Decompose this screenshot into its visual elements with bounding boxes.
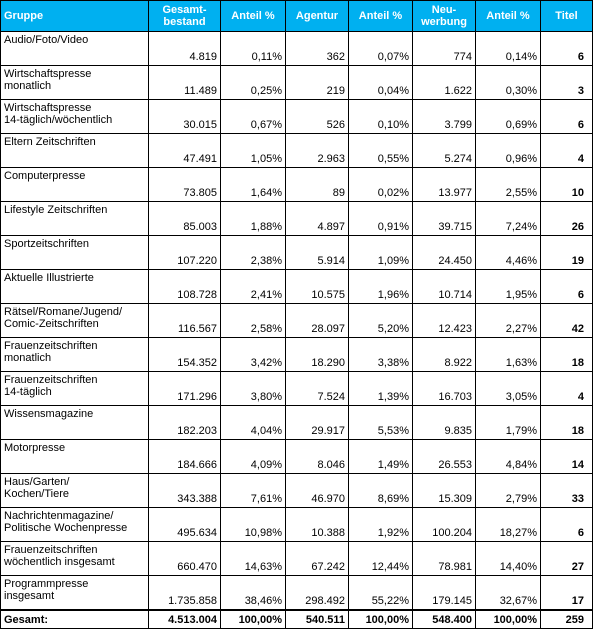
cell-gruppe	[1, 66, 149, 100]
total-agentur: 540.511	[286, 610, 349, 629]
cell-titel: 33	[541, 474, 593, 508]
cell-anteil-2: 1,49%	[349, 440, 413, 474]
cell-anteil-2: 3,38%	[349, 338, 413, 372]
cell-anteil-3: 1,63%	[476, 338, 541, 372]
cell-anteil-1: 38,46%	[221, 576, 286, 611]
table-row	[1, 542, 593, 576]
cell-anteil-3: 1,79%	[476, 406, 541, 440]
cell-gesamtbestand: 47.491	[149, 134, 221, 168]
cell-anteil-1: 1,64%	[221, 168, 286, 202]
cell-anteil-1: 0,11%	[221, 32, 286, 66]
gruppe-line1: Frauenzeitschriften	[4, 374, 98, 386]
cell-titel: 6	[541, 508, 593, 542]
cell-neuwerbung: 26.553	[413, 440, 476, 474]
table-row	[1, 236, 593, 270]
cell-neuwerbung: 3.799	[413, 100, 476, 134]
header-gesamtbestand	[149, 1, 221, 32]
gruppe-line1: Aktuelle Illustrierte	[4, 272, 94, 284]
table-row	[1, 168, 593, 202]
table-row	[1, 474, 593, 508]
table-row	[1, 134, 593, 168]
table-row	[1, 304, 593, 338]
cell-gruppe	[1, 270, 149, 304]
cell-titel: 18	[541, 406, 593, 440]
cell-anteil-1: 0,25%	[221, 66, 286, 100]
cell-gruppe	[1, 406, 149, 440]
table-footer	[1, 610, 593, 629]
gruppe-line2: monatlich	[4, 352, 52, 364]
cell-anteil-3: 4,46%	[476, 236, 541, 270]
cell-neuwerbung: 39.715	[413, 202, 476, 236]
cell-neuwerbung: 10.714	[413, 270, 476, 304]
cell-anteil-2: 1,39%	[349, 372, 413, 406]
cell-anteil-3: 0,96%	[476, 134, 541, 168]
cell-anteil-2: 55,22%	[349, 576, 413, 611]
gruppe-line2: Comic-Zeitschriften	[4, 318, 99, 330]
cell-anteil-3: 0,30%	[476, 66, 541, 100]
cell-neuwerbung: 16.703	[413, 372, 476, 406]
cell-anteil-2: 5,20%	[349, 304, 413, 338]
cell-gruppe	[1, 304, 149, 338]
header-gruppe-text: Gruppe	[4, 10, 44, 22]
cell-anteil-1: 0,67%	[221, 100, 286, 134]
cell-titel: 6	[541, 32, 593, 66]
gruppe-line1: Nachrichtenmagazine/	[4, 510, 114, 522]
cell-anteil-1: 2,41%	[221, 270, 286, 304]
total-anteil-3: 100,00%	[476, 610, 541, 629]
header-gesamtbestand-line1: Gesamt-	[162, 4, 207, 16]
cell-agentur: 2.963	[286, 134, 349, 168]
cell-anteil-3: 2,55%	[476, 168, 541, 202]
cell-titel: 18	[541, 338, 593, 372]
cell-neuwerbung: 8.922	[413, 338, 476, 372]
cell-anteil-2: 5,53%	[349, 406, 413, 440]
cell-agentur: 526	[286, 100, 349, 134]
cell-titel: 10	[541, 168, 593, 202]
cell-gruppe	[1, 168, 149, 202]
cell-neuwerbung: 9.835	[413, 406, 476, 440]
cell-gesamtbestand: 108.728	[149, 270, 221, 304]
cell-agentur: 362	[286, 32, 349, 66]
gruppe-line2: Kochen/Tiere	[4, 488, 70, 500]
cell-anteil-2: 0,55%	[349, 134, 413, 168]
cell-agentur: 219	[286, 66, 349, 100]
gruppe-line2: 14-täglich	[4, 386, 52, 398]
cell-gesamtbestand: 85.003	[149, 202, 221, 236]
cell-gesamtbestand: 73.805	[149, 168, 221, 202]
cell-titel: 4	[541, 372, 593, 406]
cell-gruppe	[1, 338, 149, 372]
table-header	[1, 1, 593, 32]
header-neuwerbung-line2: werbung	[421, 16, 467, 28]
cell-anteil-2: 12,44%	[349, 542, 413, 576]
cell-agentur: 18.290	[286, 338, 349, 372]
header-anteil-1-text: Anteil %	[231, 10, 275, 22]
cell-anteil-1: 2,38%	[221, 236, 286, 270]
cell-anteil-2: 0,07%	[349, 32, 413, 66]
cell-agentur: 10.575	[286, 270, 349, 304]
header-titel-text: Titel	[555, 10, 578, 22]
cell-gesamtbestand: 184.666	[149, 440, 221, 474]
total-anteil-1: 100,00%	[221, 610, 286, 629]
cell-anteil-1: 2,58%	[221, 304, 286, 338]
header-anteil-2-text: Anteil %	[358, 10, 403, 22]
cell-gruppe	[1, 372, 149, 406]
gruppe-line1: Haus/Garten/	[4, 476, 70, 488]
cell-titel: 6	[541, 270, 593, 304]
cell-agentur: 28.097	[286, 304, 349, 338]
header-neuwerbung-line1: Neu-	[431, 4, 457, 16]
total-gesamtbestand: 4.513.004	[149, 610, 221, 629]
cell-anteil-2: 0,10%	[349, 100, 413, 134]
header-gesamtbestand-line2: bestand	[163, 16, 206, 28]
cell-anteil-3: 1,95%	[476, 270, 541, 304]
gruppe-line1: Sportzeitschriften	[4, 238, 89, 250]
cell-gruppe	[1, 134, 149, 168]
cell-anteil-1: 1,05%	[221, 134, 286, 168]
cell-agentur: 29.917	[286, 406, 349, 440]
table-row	[1, 406, 593, 440]
table-row	[1, 508, 593, 542]
cell-neuwerbung: 13.977	[413, 168, 476, 202]
cell-anteil-1: 4,04%	[221, 406, 286, 440]
gruppe-line1: Motorpresse	[4, 442, 66, 454]
cell-neuwerbung: 15.309	[413, 474, 476, 508]
gruppe-line1: Computerpresse	[4, 170, 86, 182]
cell-anteil-1: 4,09%	[221, 440, 286, 474]
cell-neuwerbung: 24.450	[413, 236, 476, 270]
cell-gesamtbestand: 107.220	[149, 236, 221, 270]
cell-agentur: 10.388	[286, 508, 349, 542]
table-row	[1, 32, 593, 66]
cell-gesamtbestand: 495.634	[149, 508, 221, 542]
gruppe-line2: insgesamt	[4, 590, 55, 602]
total-label: Gesamt:	[1, 610, 149, 629]
cell-anteil-2: 1,09%	[349, 236, 413, 270]
table-row	[1, 576, 593, 611]
cell-neuwerbung: 5.274	[413, 134, 476, 168]
header-agentur	[286, 1, 349, 32]
header-anteil-3-text: Anteil %	[486, 10, 530, 22]
cell-gesamtbestand: 30.015	[149, 100, 221, 134]
cell-gesamtbestand: 154.352	[149, 338, 221, 372]
table-row	[1, 338, 593, 372]
table-body	[1, 32, 593, 611]
cell-agentur: 89	[286, 168, 349, 202]
gruppe-line2: monatlich	[4, 80, 52, 92]
cell-titel: 3	[541, 66, 593, 100]
table-row	[1, 202, 593, 236]
total-row	[1, 610, 593, 629]
cell-anteil-3: 4,84%	[476, 440, 541, 474]
cell-anteil-3: 0,14%	[476, 32, 541, 66]
gruppe-line2: Politische Wochenpresse	[4, 522, 128, 534]
header-anteil-1	[221, 1, 286, 32]
cell-agentur: 4.897	[286, 202, 349, 236]
cell-anteil-1: 3,80%	[221, 372, 286, 406]
cell-anteil-3: 2,27%	[476, 304, 541, 338]
gruppe-line1: Wirtschaftspresse	[4, 68, 92, 80]
cell-anteil-3: 7,24%	[476, 202, 541, 236]
cell-gruppe	[1, 202, 149, 236]
cell-titel: 17	[541, 576, 593, 611]
gruppe-line2: wöchentlich insgesamt	[4, 556, 115, 568]
cell-gruppe	[1, 236, 149, 270]
cell-neuwerbung: 1.622	[413, 66, 476, 100]
header-anteil-3	[476, 1, 541, 32]
header-gruppe	[1, 1, 149, 32]
gruppe-line1: Programmpresse	[4, 578, 89, 590]
cell-anteil-3: 18,27%	[476, 508, 541, 542]
cell-agentur: 67.242	[286, 542, 349, 576]
header-titel	[541, 1, 593, 32]
table-row	[1, 100, 593, 134]
cell-agentur: 298.492	[286, 576, 349, 611]
header-anteil-2	[349, 1, 413, 32]
cell-gruppe	[1, 576, 149, 611]
cell-gesamtbestand: 182.203	[149, 406, 221, 440]
cell-anteil-2: 0,04%	[349, 66, 413, 100]
cell-neuwerbung: 78.981	[413, 542, 476, 576]
cell-titel: 4	[541, 134, 593, 168]
cell-agentur: 5.914	[286, 236, 349, 270]
cell-titel: 27	[541, 542, 593, 576]
header-row	[1, 1, 593, 32]
cell-anteil-1: 14,63%	[221, 542, 286, 576]
gruppe-line2: 14-täglich/wöchentlich	[4, 114, 113, 126]
cell-titel: 14	[541, 440, 593, 474]
cell-anteil-3: 0,69%	[476, 100, 541, 134]
gruppe-line1: Wissensmagazine	[4, 408, 94, 420]
cell-anteil-1: 7,61%	[221, 474, 286, 508]
cell-anteil-2: 1,96%	[349, 270, 413, 304]
cell-gesamtbestand: 343.388	[149, 474, 221, 508]
cell-titel: 19	[541, 236, 593, 270]
gruppe-line1: Rätsel/Romane/Jugend/	[4, 306, 123, 318]
total-titel: 259	[541, 610, 593, 629]
cell-gesamtbestand: 116.567	[149, 304, 221, 338]
gruppe-line1: Audio/Foto/Video	[4, 34, 89, 46]
cell-neuwerbung: 774	[413, 32, 476, 66]
cell-anteil-3: 3,05%	[476, 372, 541, 406]
cell-gesamtbestand: 1.735.858	[149, 576, 221, 611]
cell-gesamtbestand: 660.470	[149, 542, 221, 576]
cell-neuwerbung: 12.423	[413, 304, 476, 338]
gruppe-line1: Eltern Zeitschriften	[4, 136, 96, 148]
cell-gruppe	[1, 100, 149, 134]
table-row	[1, 270, 593, 304]
cell-agentur: 46.970	[286, 474, 349, 508]
cell-neuwerbung: 100.204	[413, 508, 476, 542]
cell-anteil-2: 1,92%	[349, 508, 413, 542]
header-agentur-text: Agentur	[295, 10, 339, 22]
cell-anteil-3: 2,79%	[476, 474, 541, 508]
gruppe-line1: Wirtschaftspresse	[4, 102, 92, 114]
header-neuwerbung	[413, 1, 476, 32]
cell-gruppe	[1, 440, 149, 474]
cell-gesamtbestand: 171.296	[149, 372, 221, 406]
cell-gesamtbestand: 4.819	[149, 32, 221, 66]
cell-gruppe	[1, 474, 149, 508]
table-row	[1, 66, 593, 100]
cell-anteil-3: 32,67%	[476, 576, 541, 611]
cell-anteil-1: 10,98%	[221, 508, 286, 542]
gruppe-line1: Lifestyle Zeitschriften	[4, 204, 108, 216]
total-anteil-2: 100,00%	[349, 610, 413, 629]
cell-titel: 6	[541, 100, 593, 134]
cell-gruppe	[1, 508, 149, 542]
cell-anteil-2: 0,91%	[349, 202, 413, 236]
table-row	[1, 372, 593, 406]
cell-agentur: 8.046	[286, 440, 349, 474]
gruppe-line1: Frauenzeitschriften	[4, 340, 98, 352]
gruppe-line1: Frauenzeitschriften	[4, 544, 98, 556]
cell-anteil-2: 0,02%	[349, 168, 413, 202]
cell-anteil-1: 3,42%	[221, 338, 286, 372]
cell-gruppe	[1, 32, 149, 66]
cell-titel: 42	[541, 304, 593, 338]
total-neuwerbung: 548.400	[413, 610, 476, 629]
cell-gesamtbestand: 11.489	[149, 66, 221, 100]
cell-gruppe	[1, 542, 149, 576]
table-row	[1, 440, 593, 474]
cell-anteil-1: 1,88%	[221, 202, 286, 236]
cell-anteil-3: 14,40%	[476, 542, 541, 576]
cell-agentur: 7.524	[286, 372, 349, 406]
cell-anteil-2: 8,69%	[349, 474, 413, 508]
cell-titel: 26	[541, 202, 593, 236]
cell-neuwerbung: 179.145	[413, 576, 476, 611]
